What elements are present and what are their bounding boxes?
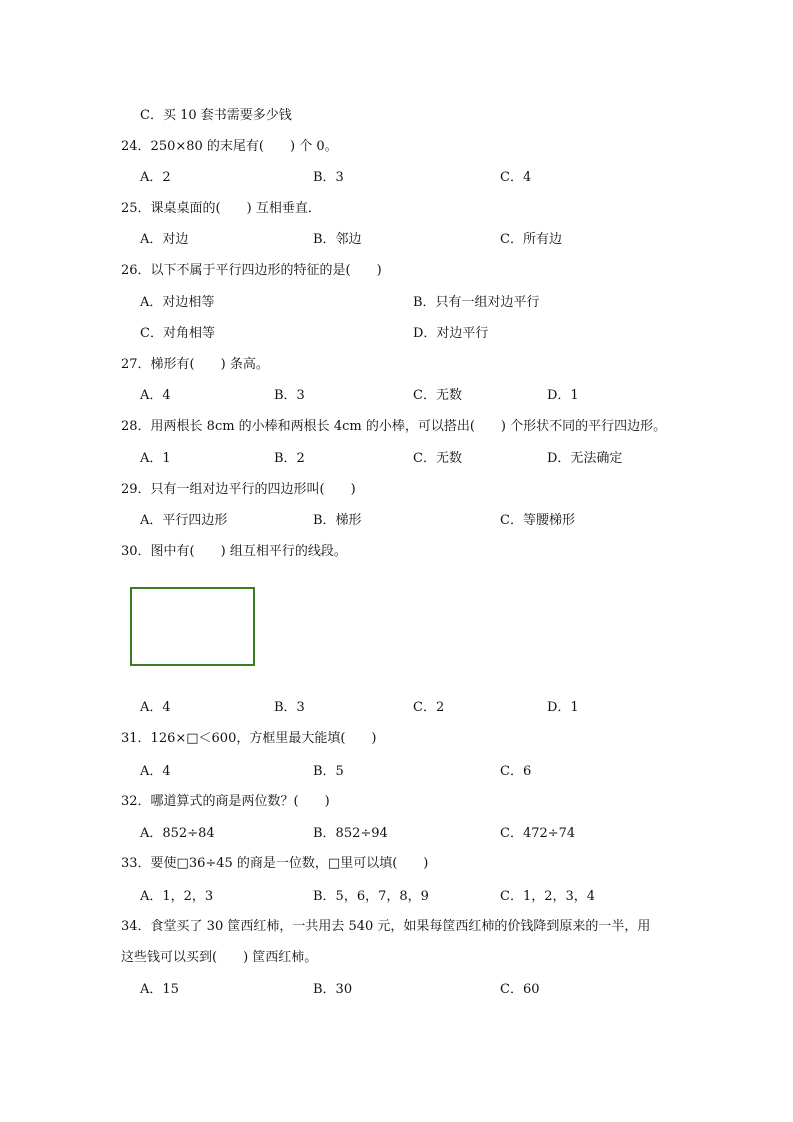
option[interactable]: C．6 — [500, 764, 532, 779]
option[interactable]: A．4 — [140, 700, 171, 715]
option[interactable]: C．无数 — [413, 388, 462, 403]
option[interactable]: B．邻边 — [313, 232, 362, 247]
question-29: 29．只有一组对边平行的四边形叫( ) — [121, 482, 356, 497]
rectangle-figure — [130, 587, 255, 666]
option[interactable]: B．5 — [313, 764, 344, 779]
option[interactable]: B．852÷94 — [313, 826, 388, 841]
option[interactable]: A．2 — [140, 170, 171, 185]
option[interactable]: C．等腰梯形 — [500, 513, 575, 528]
question-26: 26．以下不属于平行四边形的特征的是( ) — [121, 263, 382, 278]
option[interactable]: B．梯形 — [313, 513, 362, 528]
option[interactable]: C．472÷74 — [500, 826, 576, 841]
option[interactable]: C．无数 — [413, 451, 462, 466]
option[interactable]: A．对边 — [140, 232, 189, 247]
option[interactable]: C．4 — [500, 170, 532, 185]
question-27: 27．梯形有( ) 条高。 — [121, 357, 269, 372]
option[interactable]: A．4 — [140, 764, 171, 779]
option[interactable]: C．对角相等 — [140, 326, 215, 341]
option[interactable]: C．1，2，3，4 — [500, 889, 596, 904]
option[interactable]: B．2 — [274, 451, 305, 466]
option[interactable]: A．对边相等 — [140, 295, 215, 310]
option[interactable]: D．无法确定 — [547, 451, 623, 466]
question-34-cont: 这些钱可以买到( ) 筐西红柿。 — [121, 950, 318, 965]
option[interactable]: A．平行四边形 — [140, 513, 228, 528]
option[interactable]: B．3 — [313, 170, 344, 185]
option[interactable]: A．15 — [140, 982, 179, 997]
question-24: 24．250×80 的末尾有( ) 个 0。 — [121, 139, 338, 154]
question-33: 33．要使□36÷45 的商是一位数，□里可以填( ) — [121, 856, 429, 871]
question-34: 34．食堂买了 30 筐西红柿，一共用去 540 元，如果每筐西红柿的价钱降到原来的一半，用 — [121, 919, 651, 934]
option[interactable]: D．1 — [547, 700, 579, 715]
option[interactable]: A．1 — [140, 451, 171, 466]
question-32: 32．哪道算式的商是两位数？( ) — [121, 794, 330, 809]
option[interactable]: C．60 — [500, 982, 540, 997]
question-31: 31．126×□＜600，方框里最大能填( ) — [121, 731, 377, 746]
question-30: 30．图中有( ) 组互相平行的线段。 — [121, 544, 347, 559]
option[interactable]: B．3 — [274, 700, 305, 715]
option[interactable]: C．所有边 — [500, 232, 562, 247]
option[interactable]: B．30 — [313, 982, 353, 997]
option[interactable]: B．3 — [274, 388, 305, 403]
question-25: 25．课桌桌面的( ) 互相垂直． — [121, 201, 321, 216]
question-28: 28．用两根长 8cm 的小棒和两根长 4cm 的小棒，可以搭出( ) 个形状不同的平行四边形。 — [121, 419, 667, 434]
option-c-line: C．买 10 套书需要多少钱 — [140, 108, 292, 123]
option[interactable]: B．5，6，7，8，9 — [313, 889, 429, 904]
option[interactable]: A．1，2，3 — [140, 889, 214, 904]
option[interactable]: D．1 — [547, 388, 579, 403]
option[interactable]: C．2 — [413, 700, 445, 715]
option[interactable]: D．对边平行 — [413, 326, 489, 341]
option[interactable]: A．4 — [140, 388, 171, 403]
option[interactable]: B．只有一组对边平行 — [413, 295, 540, 310]
option[interactable]: A．852÷84 — [140, 826, 215, 841]
